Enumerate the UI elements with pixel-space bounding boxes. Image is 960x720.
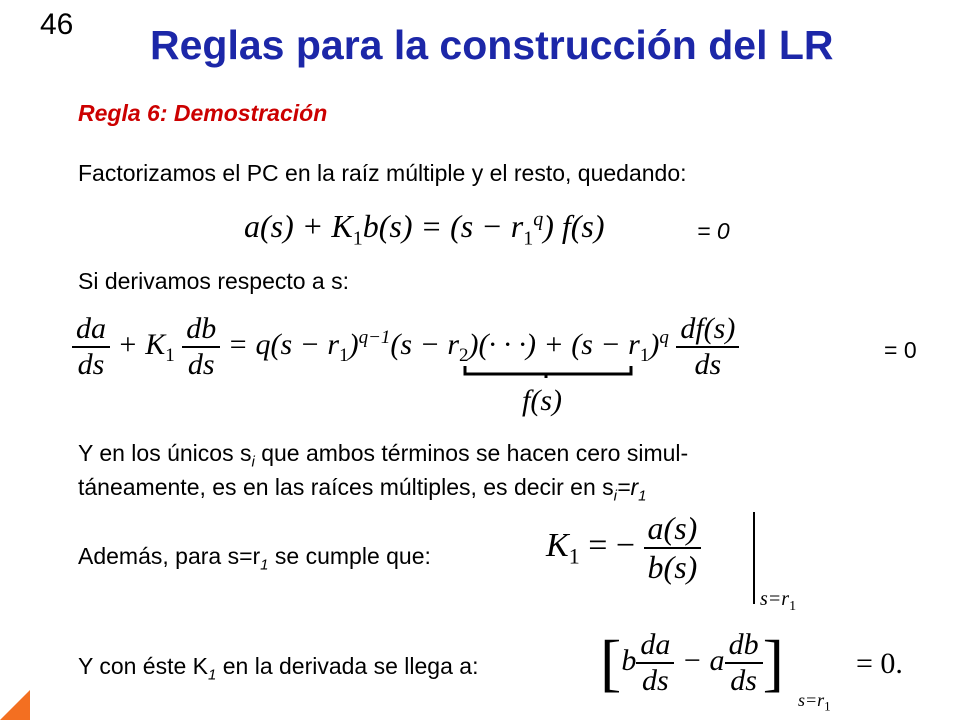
eq4-eval-text: s=r [798, 690, 825, 710]
equation-k1 [546, 510, 701, 586]
eq3-eval [760, 588, 796, 615]
eq2-factor-sup: q [659, 326, 669, 348]
slide-number: 46 [40, 8, 74, 41]
eq2-factor: (s − r [390, 327, 460, 361]
frac-num: da [72, 312, 110, 348]
fraction-da-ds-2 [636, 628, 674, 698]
eq4-eval [798, 690, 831, 715]
p5-text: Y con éste K [78, 653, 208, 679]
eq2-factor-sub: 2 [459, 344, 469, 366]
eq2-equals-zero: = 0 [884, 337, 917, 363]
eq2-mid-sup: q−1 [358, 326, 391, 348]
eq4-minus-a: − a [681, 643, 725, 677]
corner-accent [0, 690, 30, 720]
eq3-equals: = − [588, 526, 636, 564]
eq2-factor-close: )(· · ·) + (s − r [468, 327, 640, 361]
eq4-result: = 0. [856, 647, 903, 680]
paragraph-roots-line2 [78, 474, 646, 505]
frac-den: ds [730, 664, 757, 697]
eq3-k-sub: 1 [568, 543, 580, 569]
bracket-right: ] [762, 627, 784, 698]
fraction-db-ds [182, 312, 220, 382]
eq1-lhs: a(s) + K [244, 208, 353, 244]
eq3-eval-sub: 1 [789, 599, 797, 614]
eq1-lhs2: b(s) = (s − r [362, 208, 524, 244]
eq2-factor-close2: ) [649, 327, 660, 361]
equation-result [600, 626, 784, 700]
frac-den: b(s) [647, 549, 698, 585]
eq3-eval-text: s=r [760, 588, 790, 610]
equation-derivative [72, 312, 739, 382]
eq4-eval-sub: 1 [824, 698, 831, 714]
eq2-mid: = q(s − r [227, 327, 340, 361]
fraction-df-ds [676, 312, 739, 382]
paragraph-roots-line1 [78, 440, 688, 471]
eq1-sub2: 1 [523, 227, 534, 250]
frac-num: db [182, 312, 220, 348]
eq1-rhs: ) f(s) [543, 208, 605, 244]
eq1-sup: q [533, 208, 544, 231]
p4-sub: 1 [260, 556, 269, 574]
paragraph-result [78, 653, 478, 684]
eq2-factor-sub2: 1 [639, 344, 650, 366]
eq2-plus-k: + K [117, 327, 166, 361]
p3-sub: i [251, 453, 255, 471]
p3-line2: táneamente, es en las raíces múltiples, es decir en s [78, 474, 614, 500]
p4-text: Además, para s=r [78, 543, 261, 569]
eq1-equals-zero: = 0 [697, 218, 730, 244]
paragraph-derive: Si derivamos respecto a s: [78, 268, 350, 294]
frac-num: da [636, 628, 674, 664]
frac-den: ds [641, 664, 669, 697]
evaluation-bar [753, 512, 755, 604]
paragraph-condition [78, 543, 431, 574]
eq1-sub1: 1 [352, 227, 363, 250]
frac-num: df(s) [676, 312, 739, 348]
fraction-da-ds [72, 312, 110, 382]
frac-den: ds [187, 348, 215, 381]
fraction-a-over-b [644, 510, 702, 586]
frac-den: ds [694, 348, 722, 381]
equation-factorized [244, 208, 605, 250]
frac-den: ds [77, 348, 105, 381]
eq2-mid-close: ) [348, 327, 359, 361]
eq4-b: b [621, 643, 637, 677]
eq2-k-sub: 1 [165, 344, 175, 366]
subtitle: Regla 6: Demostración [78, 100, 328, 126]
p4-text-b: se cumple que: [268, 543, 431, 569]
brace-path [465, 366, 631, 378]
fraction-db-ds-2 [725, 628, 763, 698]
p5-sub: 1 [208, 666, 217, 684]
frac-num: a(s) [644, 510, 702, 549]
p3-text-b: que ambos términos se hacen cero simul- [254, 440, 689, 466]
eq3-k: K [546, 526, 569, 564]
eq2-mid-sub: 1 [339, 344, 349, 366]
p3-line2-sub: i [613, 487, 618, 505]
p3-text: Y en los únicos s [78, 440, 252, 466]
paragraph-factorize: Factorizamos el PC en la raíz múltiple y el resto, quedando: [78, 160, 687, 186]
page-title: Reglas para la construcción del LR [150, 22, 834, 68]
p3-line2-sub2: 1 [638, 487, 647, 505]
brace-label: f(s) [522, 384, 562, 417]
underbrace [463, 364, 633, 378]
p3-line2-b: =r [617, 474, 639, 500]
frac-num: db [725, 628, 763, 664]
p5-text-b: en la derivada se llega a: [216, 653, 479, 679]
bracket-left: [ [600, 627, 622, 698]
